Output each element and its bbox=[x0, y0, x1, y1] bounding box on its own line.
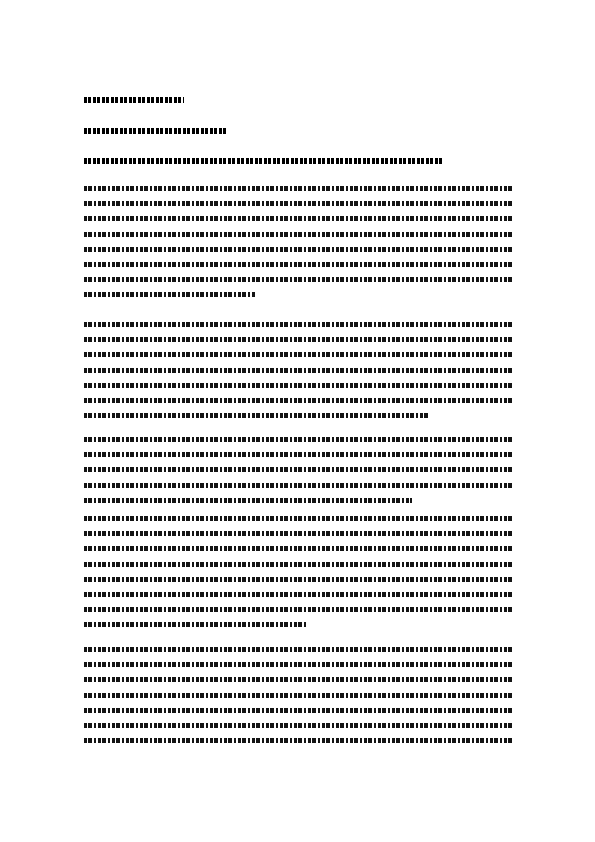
header-line-1 bbox=[84, 97, 184, 106]
paragraph bbox=[84, 516, 512, 638]
paragraph bbox=[84, 322, 512, 428]
header-line-2 bbox=[84, 128, 228, 137]
paragraph bbox=[84, 437, 512, 513]
paragraph bbox=[84, 186, 512, 308]
paragraph bbox=[84, 647, 512, 753]
header-line-3 bbox=[84, 158, 442, 167]
